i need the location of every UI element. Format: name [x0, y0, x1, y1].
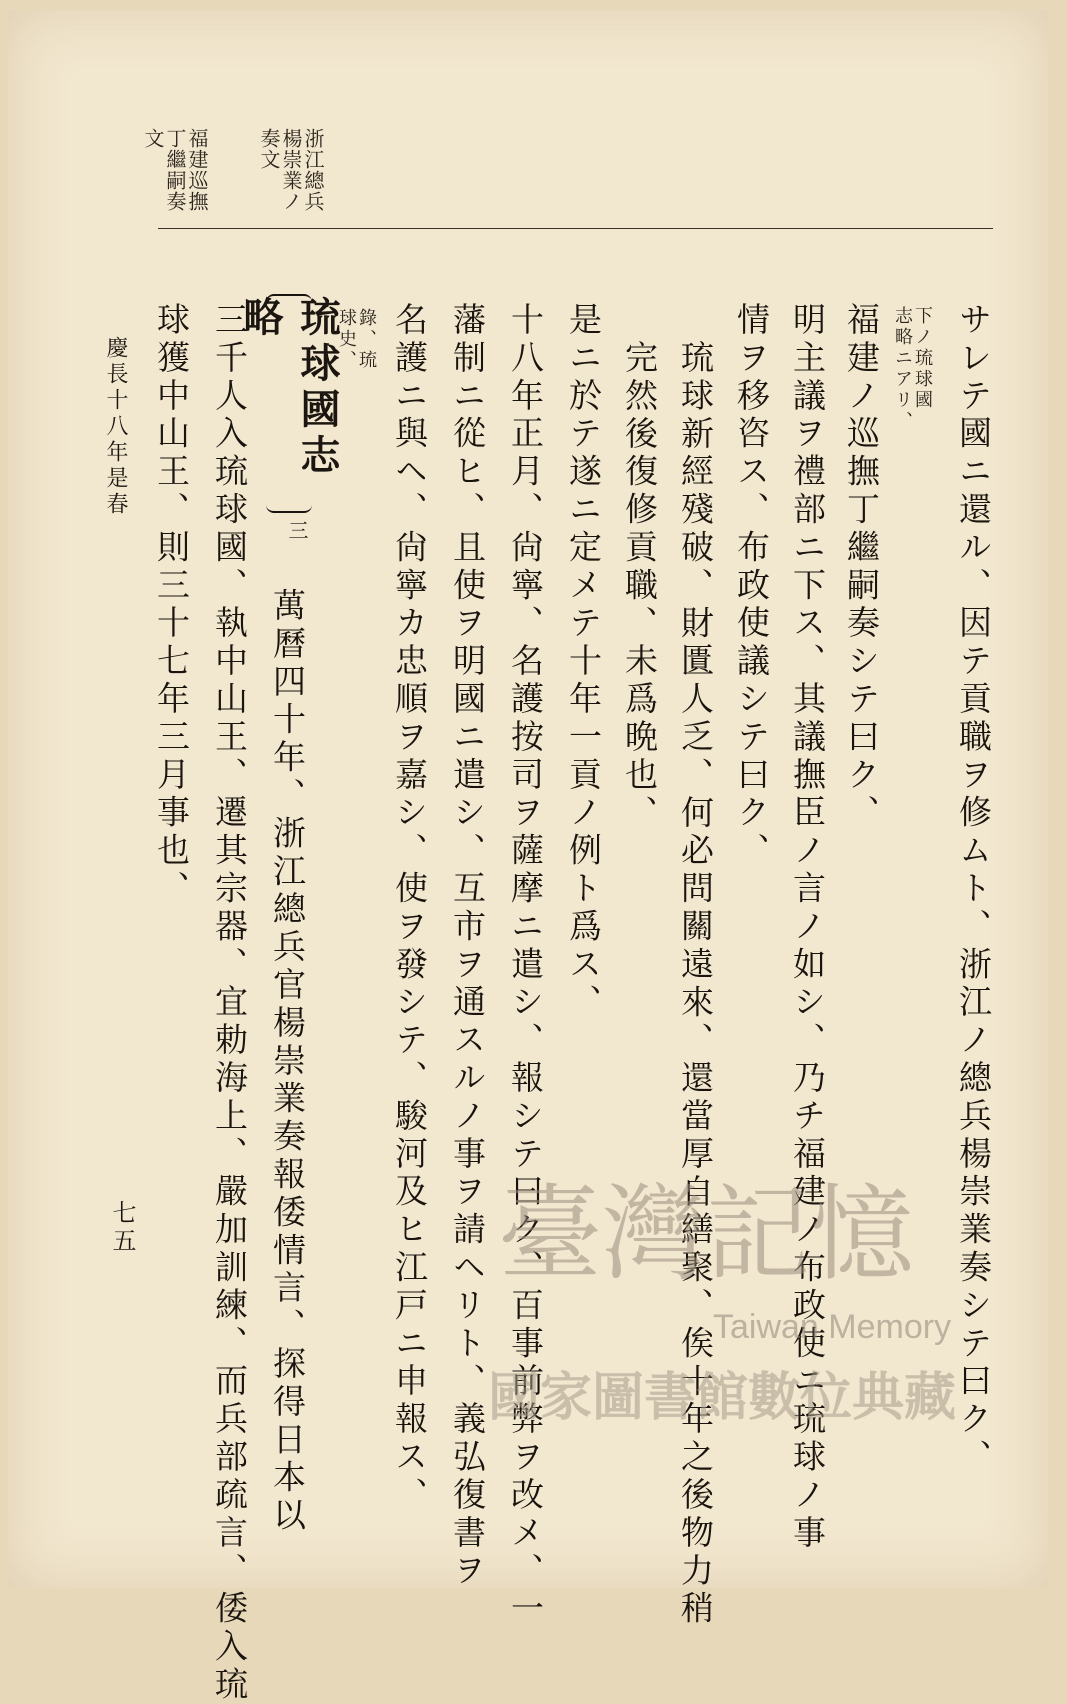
svg-text:臺灣記憶: 臺灣記憶 — [498, 1178, 915, 1293]
text-column-11: 萬曆四十年、浙江總兵官楊崇業奏報倭情言、探得日本以 — [268, 588, 307, 1536]
text-column-4: 情ヲ移咨ス、布政使議シテ曰ク、 — [732, 302, 771, 871]
text-column-7: 是ニ於テ遂ニ定メテ十年一貢ノ例ト爲ス、 — [564, 302, 603, 1023]
heading-number: 三 — [285, 520, 309, 545]
text-column-2: 福建ノ巡撫丁繼嗣奏シテ曰ク、 — [842, 302, 881, 833]
book-page — [8, 10, 1048, 1704]
page-number: 七五 — [108, 1200, 136, 1256]
text-column-3: 明主議ヲ禮部ニ下ス、其議撫臣ノ言ノ如シ、乃チ福建ノ布政使ニ琉球ノ事 — [788, 302, 827, 1553]
text-column-9: 藩制ニ從ヒ、且使ヲ明國ニ遣シ、互市ヲ通スルノ事ヲ請ヘリト、義弘復書ヲ — [448, 302, 487, 1591]
annotation-2: 錄、琉 球史、 — [336, 308, 377, 371]
text-column-8: 十八年正月、尙寧、名護按司ヲ薩摩ニ遣シ、報シテ曰ク、百事前弊ヲ改メ、一 — [506, 302, 545, 1629]
text-column-1: サレテ國ニ還ル、因テ貢職ヲ修ムト、浙江ノ總兵楊崇業奏シテ曰ク、 — [954, 302, 993, 1477]
text-column-6: 完然後復修貢職、未爲晩也、 — [620, 340, 659, 833]
marginal-note-2: 福建巡撫 丁繼嗣奏 文 — [141, 128, 209, 212]
text-column-12: 三千人入琉球國、執中山王、遷其宗器、宜勅海上、嚴加訓練、而兵部疏言、倭入琉 — [210, 302, 249, 1704]
text-column-5: 琉球新經殘破、財匱人乏、何必問關遠來、還當厚自繕聚、俟十年之後物力稍 — [676, 340, 715, 1629]
running-header: 慶長十八年是春 — [103, 336, 128, 518]
text-column-13: 球獲中山王、則三十七年三月事也、 — [152, 302, 191, 909]
watermark-logo — [478, 1160, 958, 1444]
text-column-10: 名護ニ與ヘ、尙寧カ忠順ヲ嘉シ、使ヲ發シテ、駿河及ヒ江戸ニ申報ス、 — [390, 302, 429, 1515]
marginal-note-1: 浙江總兵 楊崇業ノ 奏文 — [257, 128, 325, 212]
svg-text:國家圖書館數位典藏: 國家圖書館數位典藏 — [488, 1369, 957, 1427]
header-rule — [158, 228, 993, 229]
section-heading: 琉球國志略 — [266, 294, 312, 513]
annotation-1: 下ノ琉球國 志略ニアリ、 — [892, 306, 933, 432]
svg-text:Taiwan Memory: Taiwan Memory — [713, 1308, 952, 1346]
